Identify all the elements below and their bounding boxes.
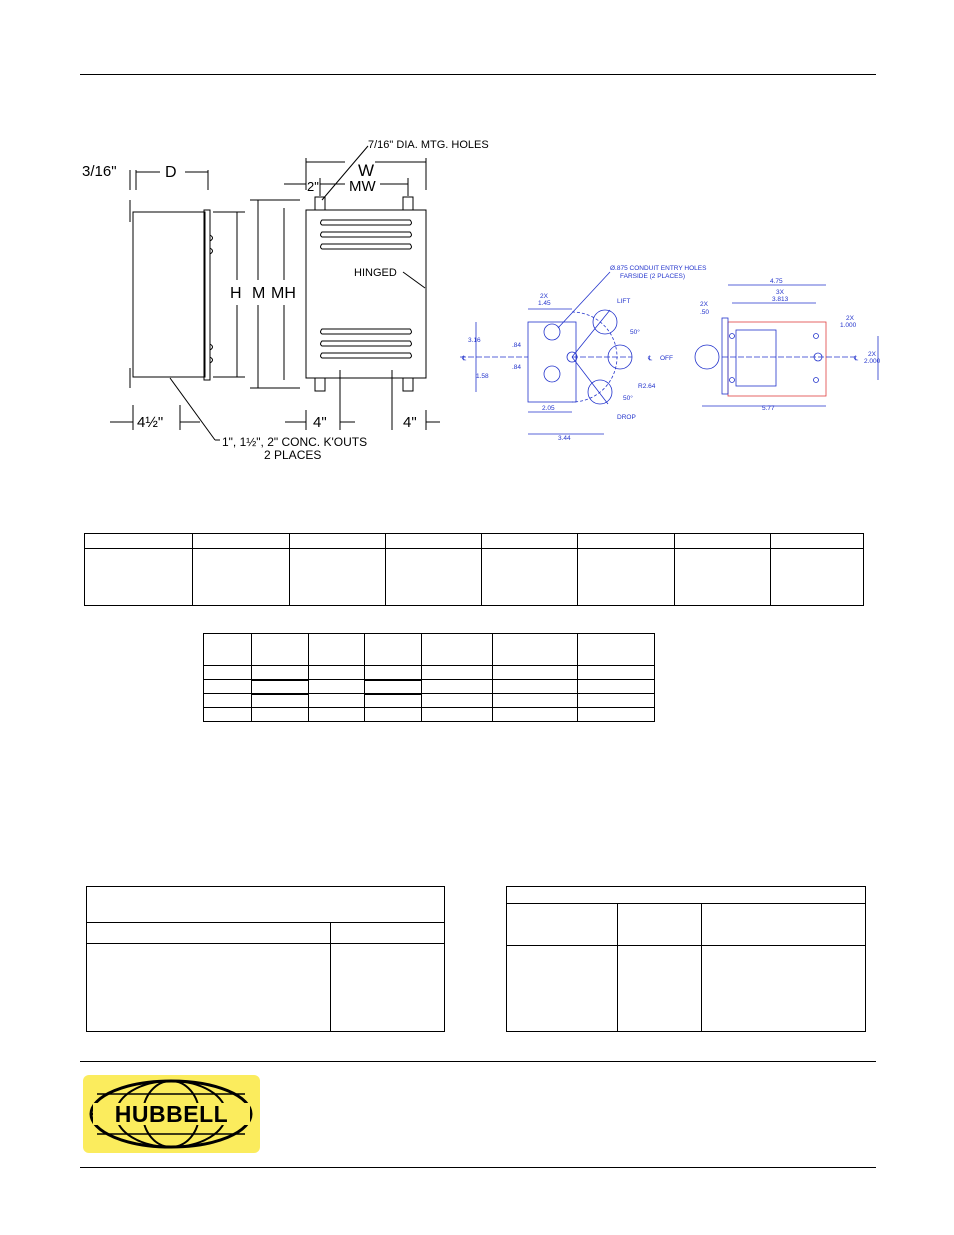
label-4-right: 4"	[403, 414, 417, 431]
dim-145: 1.45	[538, 300, 551, 307]
dim-50a: 50°	[630, 329, 640, 336]
label-m: M	[252, 285, 266, 302]
dim-158: 1.58	[476, 373, 489, 380]
table-row	[204, 634, 655, 666]
table-row	[204, 708, 655, 722]
table-row	[87, 944, 445, 1032]
label-knockouts-2: 2 PLACES	[264, 448, 322, 462]
table-row	[87, 923, 445, 944]
specs-table-1	[84, 533, 864, 606]
dim-577: 5.77	[762, 405, 775, 412]
dim-344: 3.44	[558, 435, 571, 442]
specs-table-2	[203, 633, 655, 722]
handle-box	[528, 322, 576, 402]
dim-84b: .84	[512, 364, 522, 371]
label-lift: LIFT	[617, 298, 631, 305]
footer-rule-top	[80, 1061, 876, 1062]
label-4-left: 4"	[313, 414, 327, 431]
table-row	[87, 887, 445, 923]
label-4-half: 4½"	[137, 414, 164, 431]
table-row	[507, 946, 866, 1032]
handle-plate-red	[728, 322, 826, 396]
top-rule	[80, 74, 876, 75]
table-row	[85, 549, 864, 606]
enclosure-drawing	[70, 130, 520, 470]
label-hinged: HINGED	[354, 267, 397, 279]
table-row	[204, 666, 655, 680]
cl-c: ℄	[854, 355, 859, 362]
table-row	[204, 680, 655, 694]
specs-table-3	[86, 886, 445, 1032]
dim-2x-b: 2X	[700, 301, 708, 308]
conduit-note-1: Ø.875 CONDUIT ENTRY HOLES	[610, 265, 707, 272]
footer-rule-bottom	[80, 1167, 876, 1168]
label-3-16: 3/16"	[82, 163, 117, 180]
specs-table-4	[506, 886, 866, 1032]
dim-50b: 50°	[623, 395, 633, 402]
dim-2000: 2.000	[864, 358, 880, 365]
label-off: OFF	[660, 355, 673, 362]
dim-2x-d: 2X	[868, 351, 876, 358]
dim-1000: 1.000	[840, 322, 857, 329]
dim-475: 4.75	[770, 278, 783, 285]
cl-b: ℄	[462, 355, 467, 362]
label-knockouts-1: 1", 1½", 2" CONC. K'OUTS	[222, 435, 368, 449]
table-row	[85, 534, 864, 549]
side-view-body	[133, 212, 205, 377]
label-w: W	[358, 161, 375, 180]
label-h: H	[230, 285, 242, 302]
table-row	[507, 904, 866, 946]
dim-3813: 3.813	[772, 296, 789, 303]
dim-r264: R2.64	[638, 383, 656, 390]
conduit-note-2: FARSIDE (2 PLACES)	[620, 273, 686, 280]
dim-2x-c: 2X	[846, 315, 854, 322]
label-d: D	[165, 164, 177, 181]
handle-drawing	[460, 262, 880, 447]
label-mw: MW	[349, 178, 376, 195]
dim-2x: 2X	[540, 293, 548, 300]
dim-316: 3.16	[468, 337, 481, 344]
table-row	[507, 887, 866, 904]
label-drop: DROP	[617, 414, 636, 421]
dim-3x: 3X	[776, 289, 784, 296]
dim-84a: .84	[512, 342, 522, 349]
brand-name: HUBBELL	[114, 1101, 229, 1127]
dim-205: 2.05	[542, 405, 555, 412]
label-mh: MH	[271, 285, 296, 302]
label-2in: 2"	[307, 179, 319, 194]
table-row	[204, 694, 655, 708]
hubbell-logo	[83, 1075, 260, 1153]
dim-50c: .50	[700, 309, 710, 316]
cl-a: ℄	[648, 355, 653, 362]
label-mtg-holes: 7/16" DIA. MTG. HOLES	[368, 139, 489, 151]
